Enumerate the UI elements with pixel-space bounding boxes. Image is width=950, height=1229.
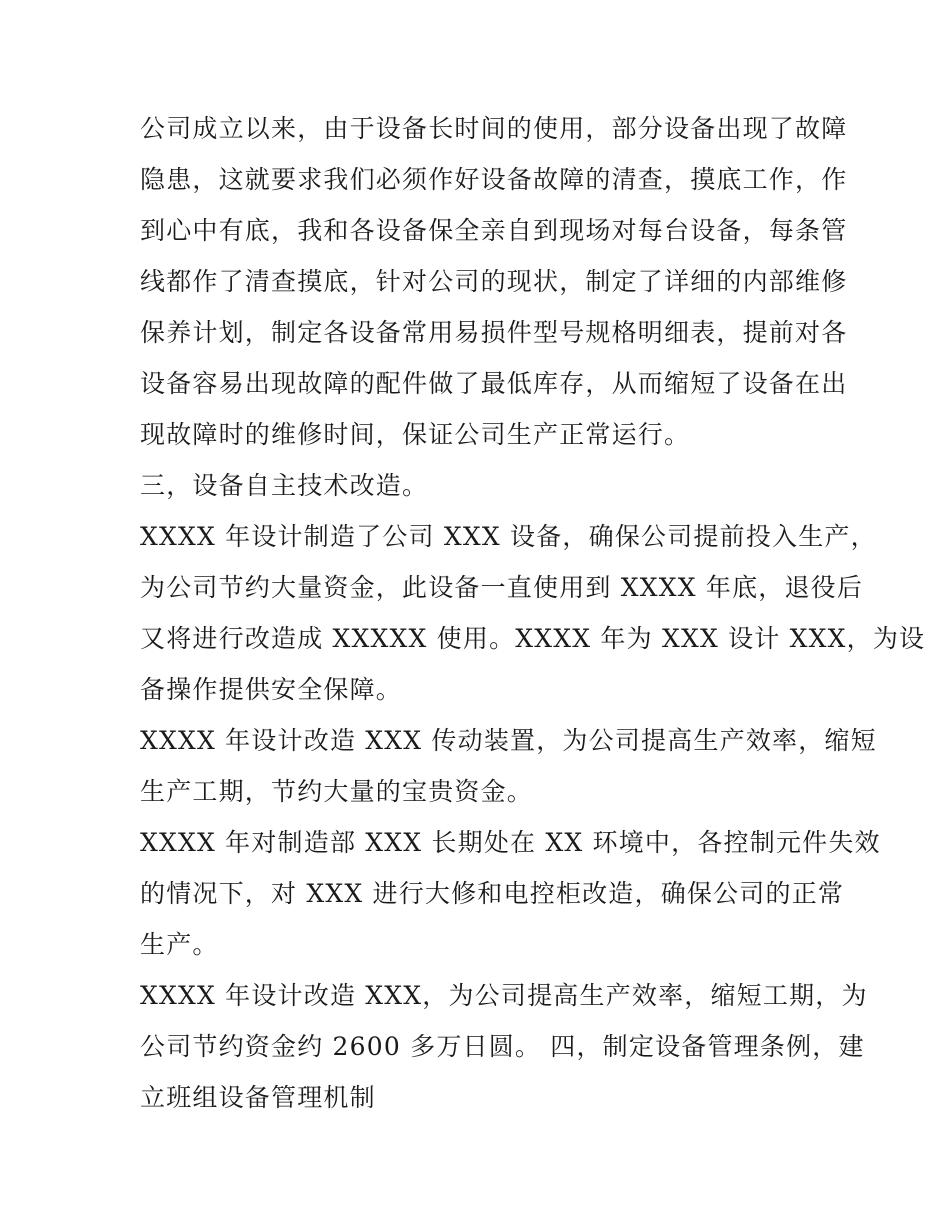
text-line: 到心中有底，我和各设备保全亲自到现场对每台设备，每条管 — [140, 216, 848, 245]
text-line: XXXX 年对制造部 XXX 长期处在 XX 环境中，各控制元件失效 — [140, 828, 881, 857]
text-line: 为公司节约大量资金，此设备一直使用到 XXXX 年底，退役后 — [140, 573, 864, 602]
text-line: 立班组设备管理机制 — [140, 1083, 376, 1112]
text-line: 又将进行改造成 XXXXX 使用。XXXX 年为 XXX 设计 XXX，为设 — [140, 624, 926, 653]
text-line: 设备容易出现故障的配件做了最低库存，从而缩短了设备在出 — [140, 369, 848, 398]
section-heading: 三，设备自主技术改造。 — [140, 471, 429, 500]
text-line: 的情况下，对 XXX 进行大修和电控柜改造，确保公司的正常 — [140, 879, 845, 908]
text-line: 备操作提供安全保障。 — [140, 675, 403, 704]
text-line: 隐患，这就要求我们必须作好设备故障的清查，摸底工作，作 — [140, 165, 848, 194]
document-body — [140, 103, 926, 1123]
text-line: 公司成立以来，由于设备长时间的使用，部分设备出现了故障 — [140, 114, 848, 143]
text-line: 保养计划，制定各设备常用易损件型号规格明细表，提前对各 — [140, 318, 848, 347]
text-line: XXXX 年设计制造了公司 XXX 设备，确保公司提前投入生产， — [140, 522, 877, 551]
text-line: 线都作了清查摸底，针对公司的现状，制定了详细的内部维修 — [140, 267, 848, 296]
text-line: XXXX 年设计改造 XXX，为公司提高生产效率，缩短工期，为 — [140, 981, 868, 1010]
text-line: 生产。 — [140, 930, 219, 959]
text-line: 现故障时的维修时间，保证公司生产正常运行。 — [140, 420, 691, 449]
text-line: XXXX 年设计改造 XXX 传动装置，为公司提高生产效率，缩短 — [140, 726, 877, 755]
text-line: 生产工期，节约大量的宝贵资金。 — [140, 777, 534, 806]
text-line: 公司节约资金约 2600 多万日圆。 四，制定设备管理条例，建 — [140, 1032, 865, 1061]
